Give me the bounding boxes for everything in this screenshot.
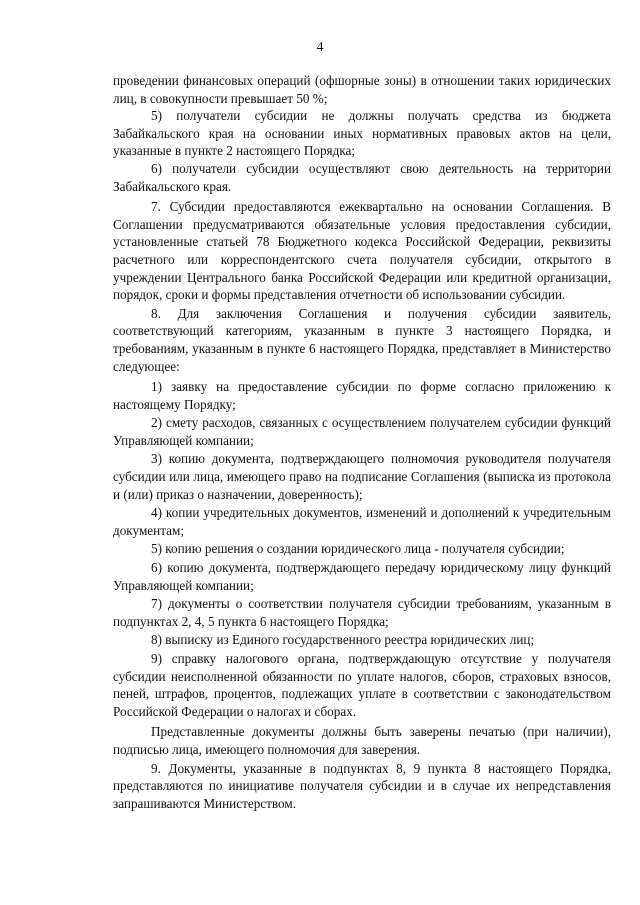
document-item-4: 4) копии учредительных документов, изменений и дополнений к учредительным документам;: [113, 505, 611, 538]
document-body: [113, 72, 611, 812]
document-item-1: 1) заявку на предоставление субсидии по форме согласно приложению к настоящему Порядку;: [113, 379, 611, 412]
clause-8: 8. Для заключения Соглашения и получения субсидии заявитель, соответствующий категориям, указанным в пункте 3 настоящего Порядка, и требованиям, указанным в пункте 6 настоящего Порядка, представляет в Министерство следующее:: [113, 305, 611, 374]
document-item-7: 7) документы о соответствии получателя субсидии требованиям, указанным в подпунктах 2, 4, 5 пункта 6 настоящего Порядка;: [113, 596, 611, 629]
list-item-6: 6) получатели субсидии осуществляют свою деятельность на территории Забайкальского края.: [113, 160, 611, 194]
certification-note: Представленные документы должны быть заверены печатью (при наличии), подписью лица, имеющего полномочия для заверения.: [113, 724, 611, 757]
document-item-2: 2) смету расходов, связанных с осуществлением получателем субсидии функций Управляющей компании;: [113, 415, 611, 448]
clause-7: 7. Субсидии предоставляются ежеквартально на основании Соглашения. В Соглашении предусматриваются обязательные условия предоставления субсидии, установленные статьей 78 Бюджетного кодекса Российской Федерации, реквизиты расчетного или корреспондентского счета получателя субсидии, открытого в учреждении Центрального банка Российской Федерации или кредитной организации, порядок, сроки и формы представления отчетности об использовании субсидии.: [113, 199, 611, 303]
document-item-9: 9) справку налогового органа, подтверждающую отсутствие у получателя субсидии неисполненной обязанности по уплате налогов, сборов, страховых взносов, пеней, штрафов, процентов, подлежащих уплате в соответствии с законодательством Российской Федерации о налогах и сборах.: [113, 651, 611, 719]
list-item-5: 5) получатели субсидии не должны получать средства из бюджета Забайкальского края на основании иных нормативных правовых актов на цели, указанные в пункте 2 настоящего Порядка;: [113, 108, 611, 159]
document-item-6: 6) копию документа, подтверждающего передачу юридическому лицу функций Управляющей компании;: [113, 560, 611, 593]
paragraph-continuation: проведении финансовых операций (офшорные зоны) в отношении таких юридических лиц, в совокупности превышает 50 %;: [113, 73, 611, 106]
document-item-5: 5) копию решения о создании юридического лица - получателя субсидии;: [151, 541, 565, 557]
document-item-8: 8) выписку из Единого государственного реестра юридических лиц;: [151, 632, 535, 648]
page-number: 4: [316, 40, 324, 55]
clause-9: 9. Документы, указанные в подпунктах 8, 9 пункта 8 настоящего Порядка, представляются по инициативе получателя субсидии и в случае их непредставления запрашиваются Министерством.: [113, 760, 611, 811]
document-item-3: 3) копию документа, подтверждающего полномочия руководителя получателя субсидии или лица, имеющего право на подписание Соглашения (выписка из протокола и (или) приказ о назначении, доверенность);: [113, 451, 611, 502]
